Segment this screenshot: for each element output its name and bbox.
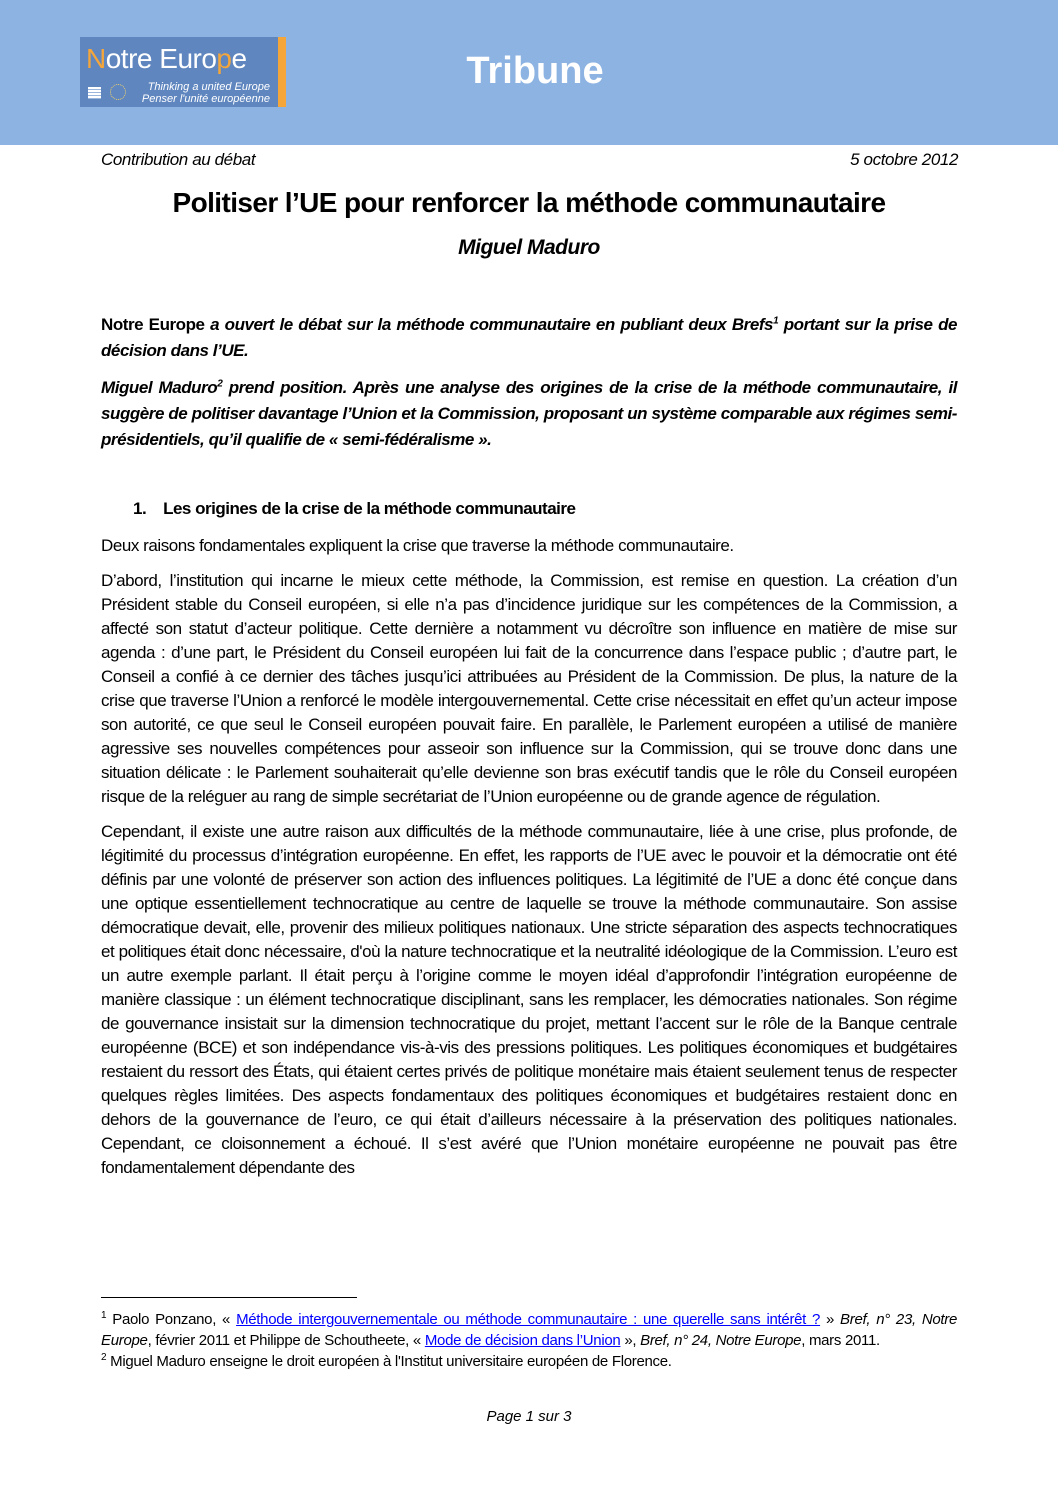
document-type: Contribution au débat (101, 150, 256, 169)
footnote-link[interactable]: Mode de décision dans l’Union (424, 1332, 621, 1349)
page-title: Politiser l’UE pour renforcer la méthode communautaire (172, 187, 886, 218)
footnote-ref[interactable]: 1 (773, 315, 779, 327)
logo-name: Notre Europe (86, 43, 247, 74)
intro (101, 312, 957, 464)
paragraph: Cependant, il existe une autre raison aux difficultés de la méthode communautaire, liée à une crise, plus profonde, de légitimité du processus d’intégration européenne. En effet, les rapports de l’UE avec le pouvoir et la démocratie ont été définis par une volonté de préserver son action des influences politiques. La légitimité de l’UE a donc été conçue dans une optique essentiellement technocratique au centre de laquelle se trouve la méthode communautaire. Son assise démocratique devait, elle, provenir des milieux politiques nationaux. Une stricte séparation des aspects technocratiques et politiques était donc nécessaire, d'où la nature technocratique et la neutralité idéologique de la Commission. L’euro est un autre exemple parlant. Il était perçu à l’origine comme le moyen idéal d’approfondir l’intégration européenne de manière classique : un élément technocratique disciplinant, sans les remplacer, les démocraties nationales. Son régime de gouvernance insistait sur la dimension technocratique du projet, mettant l’accent sur le rôle de la Banque centrale européenne (BCE) et son indépendance vis-à-vis des pressions politiques. Les politiques économiques et budgétaires restaient du ressort des États, qui étaient certes privés de politique monétaire mais étaient seulement tenus de respecter quelques règles limitées. Des aspects fondamentaux des politiques économiques et budgétaires restaient donc en dehors de la gouvernance de l’euro, ce qui était d’ailleurs nécessaire à la préservation des politiques nationales. Cependant, ce cloisonnement a échoué. Il s’est avéré que l’Union monétaire européenne ne pouvait pas être fondamentalement dépendante des (101, 822, 957, 1177)
footnote-ref[interactable]: 2 (217, 378, 223, 390)
footnote-1: $^1$ Paolo Ponzano, « Méthode intergouvernementale ou méthode communautaire : une querelle sans intérêt ? » Bref, n° 23, Notre Europe, février 2011 et Philippe de Schoutheete, « Mode de décision dans l’Union », Bref, n° 24, Notre Europe, mars 2011. (101, 1310, 958, 1349)
intro-paragraph: Notre Europe a ouvert le débat sur la méthode communautaire en publiant deux Brefs$^1$ portant sur la prise de décision dans l’UE. (101, 315, 958, 360)
paragraph: D’abord, l’institution qui incarne le mieux cette méthode, la Commission, est remise en question. La création d’un Président stable du Conseil européen, si elle n’a pas d’incidence juridique sur les compétences de la Commission, a affecté son statut d’acteur politique. Cette dernière a notamment vu décroître son influence en matière de mise sur agenda : d’une part, le Président du Conseil européen lui fait de la concurrence dans l’espace public ; d’autre part, le Conseil a confié à ce dernier des tâches jusqu’ici attribuées au Président de la Commission. De plus, la nature de la crise que traverse l’Union a renforcé le modèle intergouvernemental. Cette crise nécessitait en effet qu’un acteur impose son autorité, ce que seul le Conseil européen pouvait faire. En parallèle, le Parlement européen a utilisé de manière agressive ses nouvelles compétences pour asseoir son influence sur la Commission, qui se trouve donc dans une situation délicate : le Parlement souhaiterait qu’elle devienne son bras exécutif tandis que le rôle du Conseil européen risque de la reléguer au rang de simple secrétariat de l’Union européenne ou de grande agence de régulation. (101, 571, 957, 806)
logo-tagline: Thinking a united Europe Penser l'unité européenne (141, 81, 270, 105)
footnote-link[interactable]: Méthode intergouvernementale ou méthode communautaire : une querelle sans intérêt ? (236, 1311, 821, 1328)
footnote-separator (101, 1297, 357, 1298)
section-heading: 1. Les origines de la crise de la méthode communautaire (133, 499, 576, 518)
document-date: 5 octobre 2012 (850, 150, 958, 169)
paragraph: Deux raisons fondamentales expliquent la crise que traverse la méthode communautaire. (101, 536, 734, 555)
intro-paragraph: Miguel Maduro$^2$ prend position. Après une analyse des origines de la crise de la méthode communautaire, il suggère de politiser davantage l’Union et la Commission, proposant un système comparable aux régimes semi-présidentiels, qu’il qualifie de « semi-fédéralisme ». (101, 378, 957, 449)
author: Miguel Maduro (458, 236, 600, 259)
footnote-2: $^2$ Miguel Maduro enseigne le droit européen à l'Institut universitaire européen de Florence. (101, 1352, 672, 1370)
page-number: Page 1 sur 3 (486, 1408, 572, 1425)
banner-title: Tribune (466, 50, 604, 92)
footnotes (101, 1309, 957, 1372)
body-text (101, 534, 957, 1191)
